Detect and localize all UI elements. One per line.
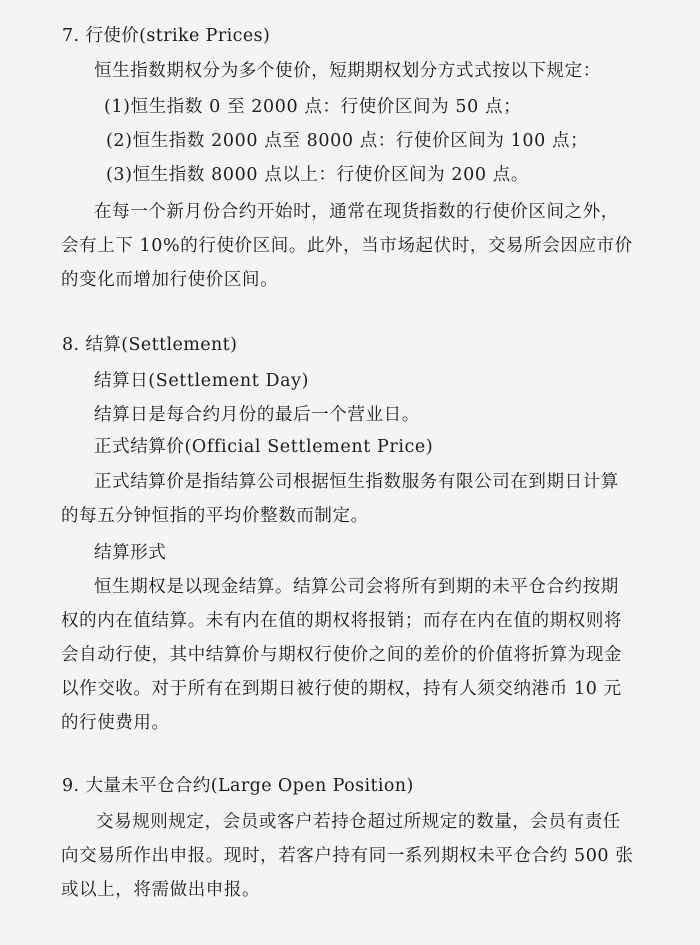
paragraph-line: 交易规则规定，会员或客户若持仓超过所规定的数量，会员有责任 bbox=[96, 812, 621, 832]
settlement-price-title: 正式结算价(Official Settlement Price) bbox=[94, 437, 434, 457]
paragraph-line: 以作交收。对于所有在到期日被行使的期权，持有人须交纳港币 10 元 bbox=[61, 679, 622, 699]
paragraph-line: 的变化而增加行使价区间。 bbox=[61, 270, 279, 290]
section-8-heading: 8. 结算(Settlement) bbox=[62, 335, 238, 355]
paragraph-line: 的行使费用。 bbox=[61, 713, 170, 733]
paragraph-line: 或以上，将需做出申报。 bbox=[61, 880, 261, 900]
paragraph-line: 向交易所作出申报。现时，若客户持有同一系列期权未平仓合约 500 张 bbox=[61, 846, 634, 866]
settlement-day-text: 结算日是每合约月份的最后一个营业日。 bbox=[94, 405, 420, 425]
paragraph-line: 会有上下 10%的行使价区间。此外，当市场起伏时，交易所会因应市价 bbox=[61, 236, 633, 256]
strike-rule-item: (2)恒生指数 2000 点至 8000 点：行使价区间为 100 点； bbox=[106, 131, 589, 151]
paragraph-line: 权的内在值结算。未有内在值的期权将报销；而存在内在值的期权则将 bbox=[61, 611, 623, 631]
strike-rule-item: (1)恒生指数 0 至 2000 点：行使价区间为 50 点； bbox=[104, 97, 522, 117]
strike-rule-item: (3)恒生指数 8000 点以上：行使价区间为 200 点。 bbox=[106, 165, 529, 185]
section-7-intro: 恒生指数期权分为多个使价，短期期权划分方式式按以下规定： bbox=[94, 61, 601, 81]
section-7-heading: 7. 行使价(strike Prices) bbox=[62, 26, 271, 46]
settlement-form-title: 结算形式 bbox=[94, 543, 167, 563]
paragraph-line: 在每一个新月份合约开始时，通常在现货指数的行使价区间之外， bbox=[94, 202, 619, 222]
settlement-day-title: 结算日(Settlement Day) bbox=[94, 371, 310, 391]
paragraph-line: 会自动行使，其中结算价与期权行使价之间的差价的价值将折算为现金 bbox=[61, 645, 623, 665]
paragraph-line: 正式结算价是指结算公司根据恒生指数服务有限公司在到期日计算 bbox=[94, 472, 619, 492]
paragraph-line: 的每五分钟恒指的平均价整数而制定。 bbox=[61, 506, 369, 526]
section-9-heading: 9. 大量未平仓合约(Large Open Position) bbox=[62, 776, 414, 796]
paragraph-line: 恒生期权是以现金结算。结算公司会将所有到期的未平仓合约按期 bbox=[94, 577, 619, 597]
